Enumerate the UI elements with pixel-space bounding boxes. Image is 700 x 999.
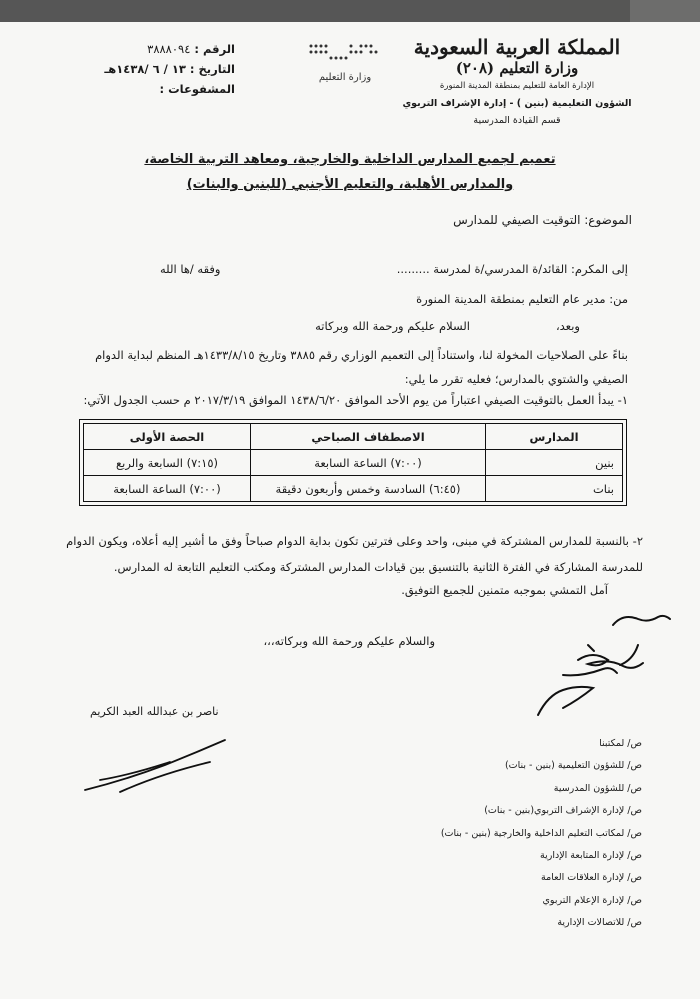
sender-line: من: مدير عام التعليم بمنطقة المدينة المنورة (416, 292, 628, 306)
table-row (84, 450, 623, 476)
clause-2: ٢- بالنسبة للمدارس المشتركة في مبنى، واحد وعلى فترتين تكون بداية الدوام صباحاً وفق ما أشير إليه أعلاه، ويكون الدوام للمدرسة المشاركة في الفترة الثانية بالتنسيق بين قيادات المدارس المشتركة ومكتب التعليم التابعة له المدارس. (66, 534, 643, 574)
handwritten-approval-mark (518, 605, 678, 725)
subject-line: الموضوع: التوقيت الصيفي للمدارس (453, 213, 632, 227)
dots-logo-icon (305, 42, 385, 62)
intro-paragraph: بناءً على الصلاحيات المخولة لنا، واستناداً إلى التعميم الوزاري رقم ٣٨٨٥ وتاريخ ١٤٣٣/٨/١٥هـ المنظم لبداية الدوام الصيفي والشتوي بالمدارس؛ فعليه تقرر ما يلي: (95, 348, 628, 386)
closing-wish: آمل التمشي بموجبه متمنين للجميع التوفيق. (401, 583, 608, 597)
list-item: ص/ للشؤون المدرسية (553, 782, 642, 794)
reference-block (95, 42, 235, 102)
signature-scrawl (80, 730, 250, 800)
list-item: ص/ لإدارة الإعلام التربوي (542, 894, 642, 906)
circular-title-line1: تعميم لجميع المدارس الداخلية والخارجية، ومعاهد التربية الخاصة، (144, 152, 556, 167)
salutation: السلام عليكم ورحمة الله وبركاته (315, 319, 470, 333)
ministry-name: وزارة التعليم (٢٠٨) (455, 59, 579, 77)
ref-label: الرقم : (194, 42, 235, 56)
list-item: ص/ لإدارة الإشراف التربوي(بنين - بنات) (484, 805, 642, 817)
table-cell: بنات (486, 476, 623, 502)
list-item: ص/ لإدارة العلاقات العامة (541, 872, 642, 884)
schedule-table (83, 423, 623, 502)
recipient-line: إلى المكرم: القائد/ة المدرسي/ة لمدرسة ......... (396, 262, 628, 276)
table-cell: (٧:٠٠) الساعة السابعة (84, 476, 251, 502)
closing-salutation: والسلام عليكم ورحمة الله وبركاته،،، (263, 634, 435, 648)
column-header: الاصطفاف الصباحي (251, 424, 486, 450)
ministry-logo (300, 42, 390, 83)
list-item: ص/ للشؤون التعليمية (بنين - بنات) (504, 760, 642, 772)
column-header: الحصة الأولى (84, 424, 251, 450)
letterhead (402, 35, 632, 126)
affairs-name: الشؤون التعليمية (بنين ) - إدارة الإشراف التربوي (402, 98, 632, 109)
cc-list (382, 738, 642, 940)
ref-value: ٣٨٨٨٠٩٤ (147, 42, 191, 56)
attachments-label: المشفوعات : (159, 82, 235, 96)
clause-1: ١- يبدأ العمل بالتوقيت الصيفي اعتباراً من يوم الأحد الموافق ١٤٣٨/٦/٢٠ الموافق ٢٠١٧/٣/١٩ م حسب الجدول الآتي: (83, 393, 628, 407)
date-label: التاريخ : (189, 62, 235, 76)
list-item: ص/ لمكاتب التعليم الداخلية والخارجية (بنين - بنات) (440, 827, 642, 839)
date-value: ١٣ / ٦ /١٤٣٨هـ (104, 62, 186, 76)
signer-name: ناصر بن عبدالله العبد الكريم (90, 705, 219, 718)
scan-top-edge (0, 0, 700, 22)
department-name: قسم القيادة المدرسية (473, 115, 561, 126)
salutation-after: وبعد، (555, 319, 580, 333)
logo-caption: وزارة التعليم (318, 72, 372, 83)
list-item: ص/ لمكتبنا (599, 738, 642, 749)
column-header: المدارس (486, 424, 623, 450)
list-item: ص/ لإدارة المتابعة الإدارية (540, 849, 642, 861)
recipient-greeting: وفقه /ها الله (160, 262, 221, 276)
kingdom-name: المملكة العربية السعودية (413, 35, 621, 59)
table-cell: بنين (486, 450, 623, 476)
table-cell: (٦:٤٥) السادسة وخمس وأربعون دقيقة (251, 476, 486, 502)
table-cell: (٧:٠٠) الساعة السابعة (251, 450, 486, 476)
table-header-row (84, 424, 623, 450)
circular-title-line2: والمدارس الأهلية، والتعليم الأجنبي (للبنين والبنات) (186, 177, 514, 192)
table-cell: (٧:١٥) السابعة والربع (84, 450, 251, 476)
table-row (84, 476, 623, 502)
directorate-name: الإدارة العامة للتعليم بمنطقة المدينة المنورة (439, 81, 595, 91)
list-item: ص/ للاتصالات الإدارية (557, 917, 642, 929)
